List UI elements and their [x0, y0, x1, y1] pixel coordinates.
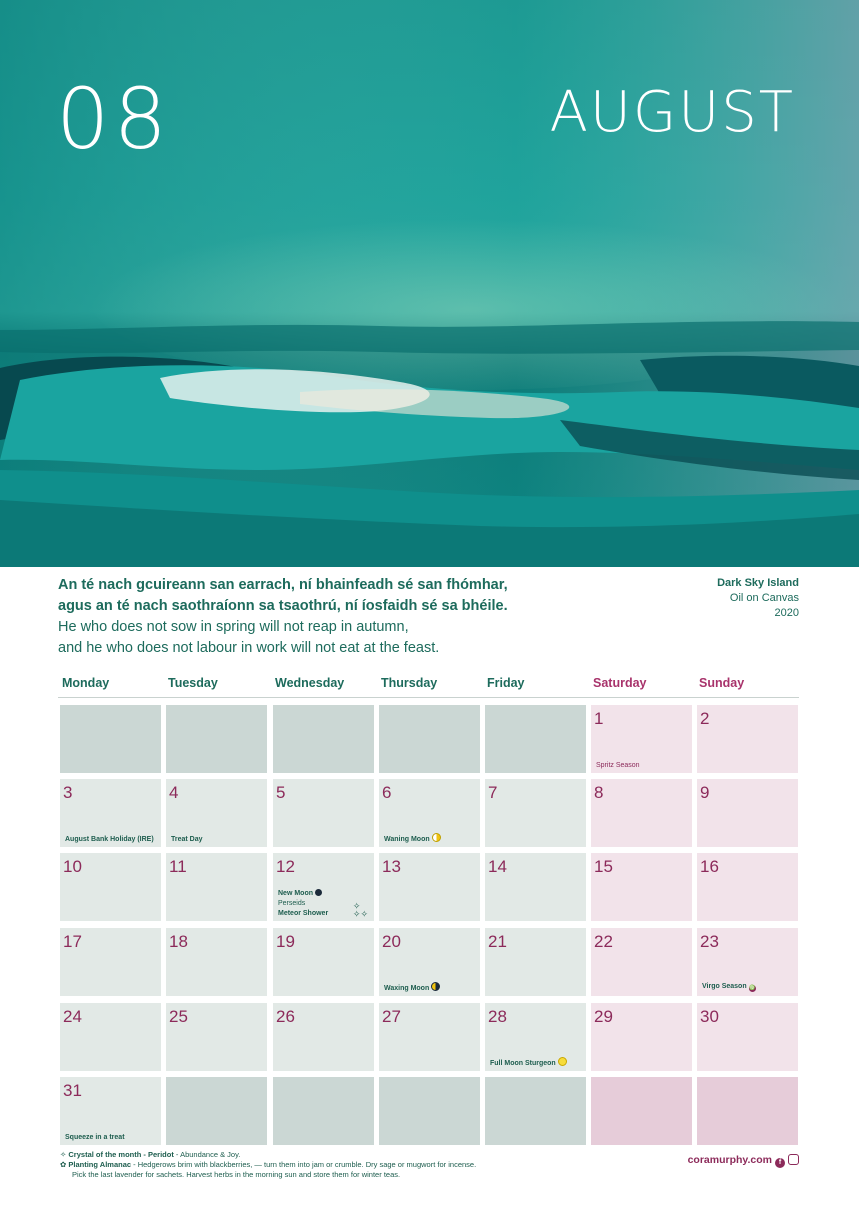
day-number: 23	[700, 932, 719, 951]
waxing-moon-icon	[431, 982, 440, 991]
facebook-icon[interactable]: f	[775, 1158, 785, 1168]
day-cell-3	[60, 779, 161, 847]
almanac-note	[60, 1160, 476, 1170]
day-number: 21	[488, 932, 507, 951]
day-number: 30	[700, 1007, 719, 1026]
day-cell-22	[591, 928, 692, 996]
weekday-header-saturday: Saturday	[593, 676, 647, 690]
proverb-irish-line-1: An té nach gcuireann san earrach, ní bhainfeadh sé san fhómhar,	[58, 577, 508, 593]
weekday-header-monday: Monday	[62, 676, 110, 690]
day-cell-27	[379, 1003, 480, 1071]
hero-painting	[0, 0, 859, 567]
meteor-stars-icon: ✧ ✧✧	[352, 901, 368, 919]
new-moon-icon	[315, 889, 322, 896]
day-cell-7	[485, 779, 586, 847]
waning-moon-icon	[432, 833, 441, 842]
day-number: 12	[276, 857, 295, 876]
day-number: 13	[382, 857, 401, 876]
artwork-title: Dark Sky Island	[717, 577, 799, 589]
day-cell-23	[697, 928, 798, 996]
artwork-medium: Oil on Canvas	[729, 592, 799, 604]
empty-day-cell	[485, 705, 586, 773]
day-cell-24	[60, 1003, 161, 1071]
day-number: 20	[382, 932, 401, 951]
full-moon-icon	[558, 1057, 567, 1066]
day-number: 8	[594, 783, 604, 802]
empty-day-cell	[379, 705, 480, 773]
day-event	[384, 982, 440, 992]
instagram-icon[interactable]	[788, 1154, 799, 1165]
day-cell-14	[485, 853, 586, 921]
crystal-icon: ✧	[60, 1150, 67, 1159]
proverb-english-line-2: and he who does not labour in work will not eat at the feast.	[58, 640, 440, 656]
day-event	[278, 910, 328, 917]
header-divider	[58, 697, 799, 698]
day-event-text: New Moon	[278, 890, 313, 897]
day-number: 11	[169, 857, 187, 876]
day-cell-8	[591, 779, 692, 847]
day-event	[702, 983, 756, 992]
day-cell-20	[379, 928, 480, 996]
empty-day-cell	[273, 705, 374, 773]
day-cell-5	[273, 779, 374, 847]
day-cell-21	[485, 928, 586, 996]
day-event-text: Perseids	[278, 900, 306, 907]
leaf-icon: ✿	[60, 1160, 67, 1169]
day-cell-19	[273, 928, 374, 996]
day-cell-28	[485, 1003, 586, 1071]
day-event-text: August Bank Holiday (IRE)	[65, 836, 154, 843]
day-event	[278, 889, 322, 897]
day-event	[490, 1057, 567, 1067]
day-cell-12	[273, 853, 374, 921]
day-number: 1	[594, 709, 604, 728]
crystal-label: Crystal of the month - Peridot	[68, 1150, 174, 1159]
website-link[interactable]: coramurphy.com	[687, 1154, 772, 1166]
day-number: 16	[700, 857, 719, 876]
day-cell-25	[166, 1003, 267, 1071]
website-footer	[688, 1154, 799, 1168]
day-number: 19	[276, 932, 295, 951]
day-number: 17	[63, 932, 82, 951]
artwork-year: 2020	[774, 607, 799, 619]
day-cell-13	[379, 853, 480, 921]
day-cell-31	[60, 1077, 161, 1145]
almanac-label: Planting Almanac	[68, 1160, 132, 1169]
day-number: 31	[63, 1081, 82, 1100]
almanac-note-2: Pick the last lavender for sachets. Harvest herbs in the morning sun and store them for winter teas.	[72, 1170, 401, 1179]
day-number: 26	[276, 1007, 295, 1026]
day-cell-1	[591, 705, 692, 773]
day-event-text: Waning Moon	[384, 836, 430, 843]
day-cell-30	[697, 1003, 798, 1071]
weekday-header-friday: Friday	[487, 676, 525, 690]
month-number: 08	[56, 70, 171, 168]
day-cell-16	[697, 853, 798, 921]
day-cell-26	[273, 1003, 374, 1071]
empty-day-cell	[591, 1077, 692, 1145]
day-number: 15	[594, 857, 613, 876]
crystal-note	[60, 1150, 476, 1160]
day-number: 6	[382, 783, 392, 802]
empty-day-cell	[166, 1077, 267, 1145]
almanac-text: - Hedgerows brim with blackberries, — turn them into jam or crumble. Dry sage or mugwort for incense.	[131, 1160, 477, 1169]
day-event	[278, 900, 305, 907]
day-number: 7	[488, 783, 498, 802]
artwork-info	[717, 576, 799, 621]
day-event-text: Virgo Season	[702, 983, 747, 990]
day-number: 25	[169, 1007, 188, 1026]
weekday-header-sunday: Sunday	[699, 676, 745, 690]
day-event	[171, 836, 203, 843]
proverb-english-line-1: He who does not sow in spring will not reap in autumn,	[58, 619, 409, 635]
proverb-irish-line-2: agus an té nach saothraíonn sa tsaothrú, ní íosfaidh sé sa bhéile.	[58, 598, 508, 614]
day-number: 9	[700, 783, 710, 802]
empty-day-cell	[697, 1077, 798, 1145]
day-cell-18	[166, 928, 267, 996]
virgo-icon: ♍	[748, 985, 756, 991]
day-cell-2	[697, 705, 798, 773]
empty-day-cell	[60, 705, 161, 773]
day-event	[596, 762, 640, 769]
day-cell-17	[60, 928, 161, 996]
empty-day-cell	[379, 1077, 480, 1145]
day-event-text: Full Moon Sturgeon	[490, 1060, 556, 1067]
day-event	[65, 836, 154, 843]
day-number: 4	[169, 783, 179, 802]
day-cell-4	[166, 779, 267, 847]
footer-notes	[60, 1150, 476, 1180]
day-number: 14	[488, 857, 507, 876]
proverb	[58, 575, 678, 659]
day-number: 18	[169, 932, 188, 951]
empty-day-cell	[273, 1077, 374, 1145]
weekday-header-thursday: Thursday	[381, 676, 438, 690]
day-cell-6	[379, 779, 480, 847]
month-name: AUGUST	[549, 80, 795, 145]
day-cell-10	[60, 853, 161, 921]
weekday-header-wednesday: Wednesday	[275, 676, 345, 690]
day-cell-11	[166, 853, 267, 921]
day-number: 10	[63, 857, 82, 876]
empty-day-cell	[166, 705, 267, 773]
day-number: 24	[63, 1007, 82, 1026]
day-event-text: Meteor Shower	[278, 910, 329, 917]
weekday-header-tuesday: Tuesday	[168, 676, 218, 690]
day-event-text: Treat Day	[171, 836, 203, 843]
day-event-text: Waxing Moon	[384, 985, 430, 992]
day-event-text: Squeeze in a treat	[65, 1134, 125, 1141]
day-number: 5	[276, 783, 286, 802]
day-number: 22	[594, 932, 613, 951]
day-cell-15	[591, 853, 692, 921]
crystal-text: - Abundance & Joy.	[173, 1150, 241, 1159]
day-number: 2	[700, 709, 710, 728]
day-number: 3	[63, 783, 73, 802]
day-cell-9	[697, 779, 798, 847]
day-event-text: Spritz Season	[596, 762, 640, 769]
day-cell-29	[591, 1003, 692, 1071]
day-number: 27	[382, 1007, 401, 1026]
day-event	[384, 833, 441, 843]
day-number: 28	[488, 1007, 507, 1026]
day-event	[65, 1134, 125, 1141]
empty-day-cell	[485, 1077, 586, 1145]
day-number: 29	[594, 1007, 613, 1026]
